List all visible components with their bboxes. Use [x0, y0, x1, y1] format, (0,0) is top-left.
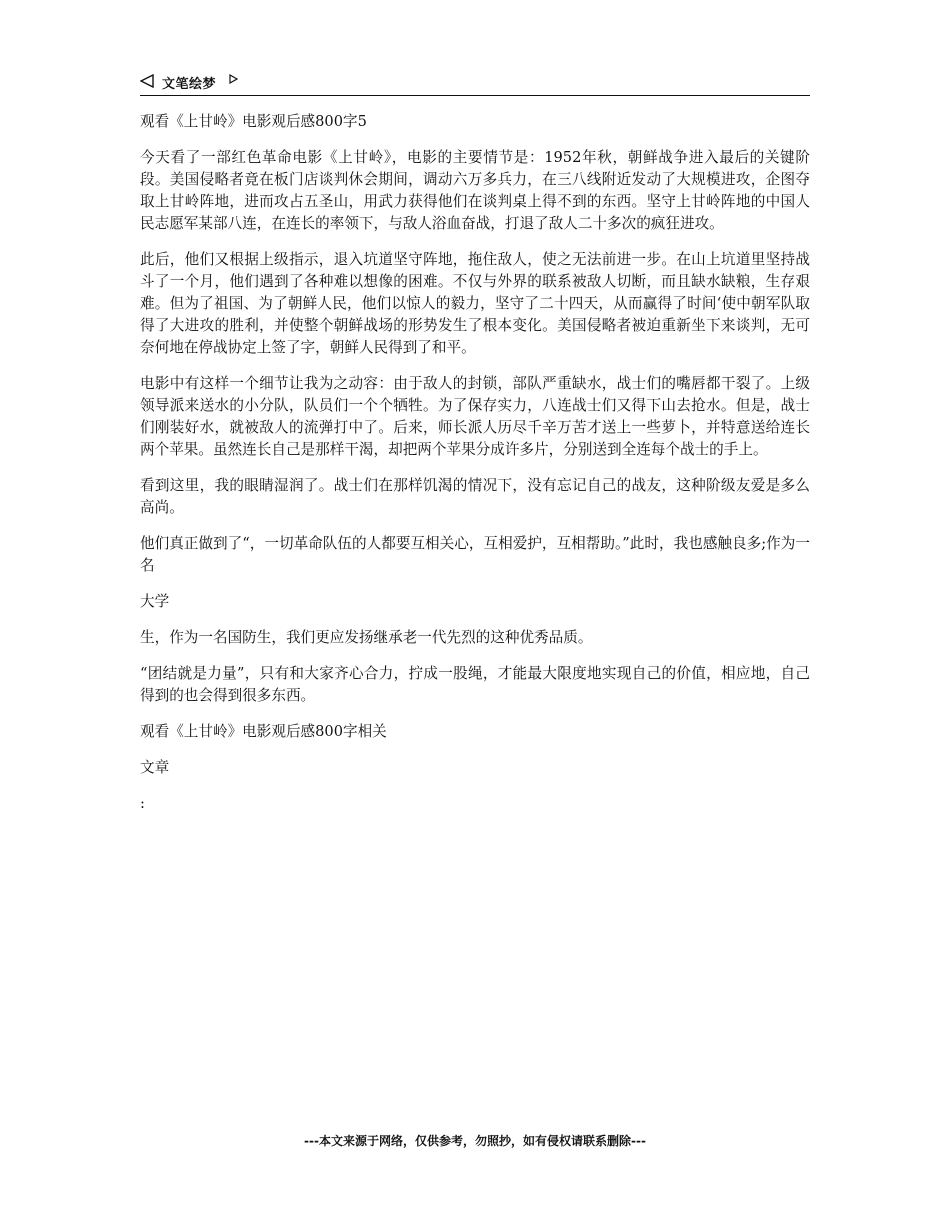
page-header	[140, 70, 810, 96]
paragraph: “团结就是力量”，只有和大家齐心合力，拧成一股绳，才能最大限度地实现自己的价值，相应地，自己得到的也会得到很多东西。	[140, 665, 810, 704]
colon-mark: :	[140, 795, 145, 812]
paragraph: 大学	[140, 593, 170, 610]
related-heading: 观看《上甘岭》电影观后感800字相关	[140, 723, 387, 740]
paragraph: 今天看了一部红色革命电影《上甘岭》，电影的主要情节是：1952年秋，朝鲜战争进入最后的关键阶段。美国侵略者竟在板门店谈判休会期间，调动六万多兵力，在三八线附近发动了大规模进攻，企图夺取上甘岭阵地，进而攻占五圣山，用武力获得他们在谈判桌上得不到的东西。坚守上甘岭阵地的中国人民志愿军某部八连，在连长的率领下，与敌人浴血奋战，打退了敌人二十多次的疯狂进攻。	[140, 149, 811, 232]
paragraph: 此后，他们又根据上级指示，退入坑道坚守阵地，拖住敌人，使之无法前进一步。在山上坑道里坚持战斗了一个月，他们遇到了各种难以想像的困难。不仅与外界的联系被敌人切断，而且缺水缺粮，生存艰难。但为了祖国、为了朝鲜人民，他们以惊人的毅力，坚守了二十四天，从而赢得了时间‘使中朝军队取得了大进攻的胜利，并使整个朝鲜战场的形势发生了根本变化。美国侵略者被迫重新坐下来谈判，无可奈何地在停战协定上签了字，朝鲜人民得到了和平。	[140, 251, 810, 356]
page-footer: ---本文来源于网络，仅供参考，勿照抄，如有侵权请联系删除---	[304, 1134, 646, 1148]
document-title: 观看《上甘岭》电影观后感800字5	[140, 113, 367, 130]
triangle-right-icon	[229, 74, 238, 84]
paragraph: 电影中有这样一个细节让我为之动容：由于敌人的封锁，部队严重缺水，战士们的嘴唇都干裂了。上级领导派来送水的小分队，队员们一个个牺牲。为了保存实力，八连战士们又得下山去抢水。但是，战士们刚装好水，就被敌人的流弹打中了。后来，师长派人历尽千辛万苦才送上一些萝卜，并特意送给连长两个苹果。虽然连长自己是那样干渴，却把两个苹果分成许多片，分别送到全连每个战士的手上。	[140, 375, 810, 458]
triangle-left-icon	[140, 74, 154, 88]
document-body	[140, 111, 810, 829]
paragraph: 他们真正做到了“，一切革命队伍的人都要互相关心，互相爱护，互相帮助。”此时，我也感触良多;作为一名	[140, 535, 810, 574]
related-label: 文章	[140, 759, 170, 776]
header-title: 文笔绘梦	[162, 77, 217, 92]
paragraph: 生，作为一名国防生，我们更应发扬继承老一代先烈的这种优秀品质。	[140, 629, 593, 646]
paragraph: 看到这里，我的眼睛湿润了。战士们在那样饥渴的情况下，没有忘记自己的战友，这种阶级友爱是多么高尚。	[140, 477, 810, 516]
